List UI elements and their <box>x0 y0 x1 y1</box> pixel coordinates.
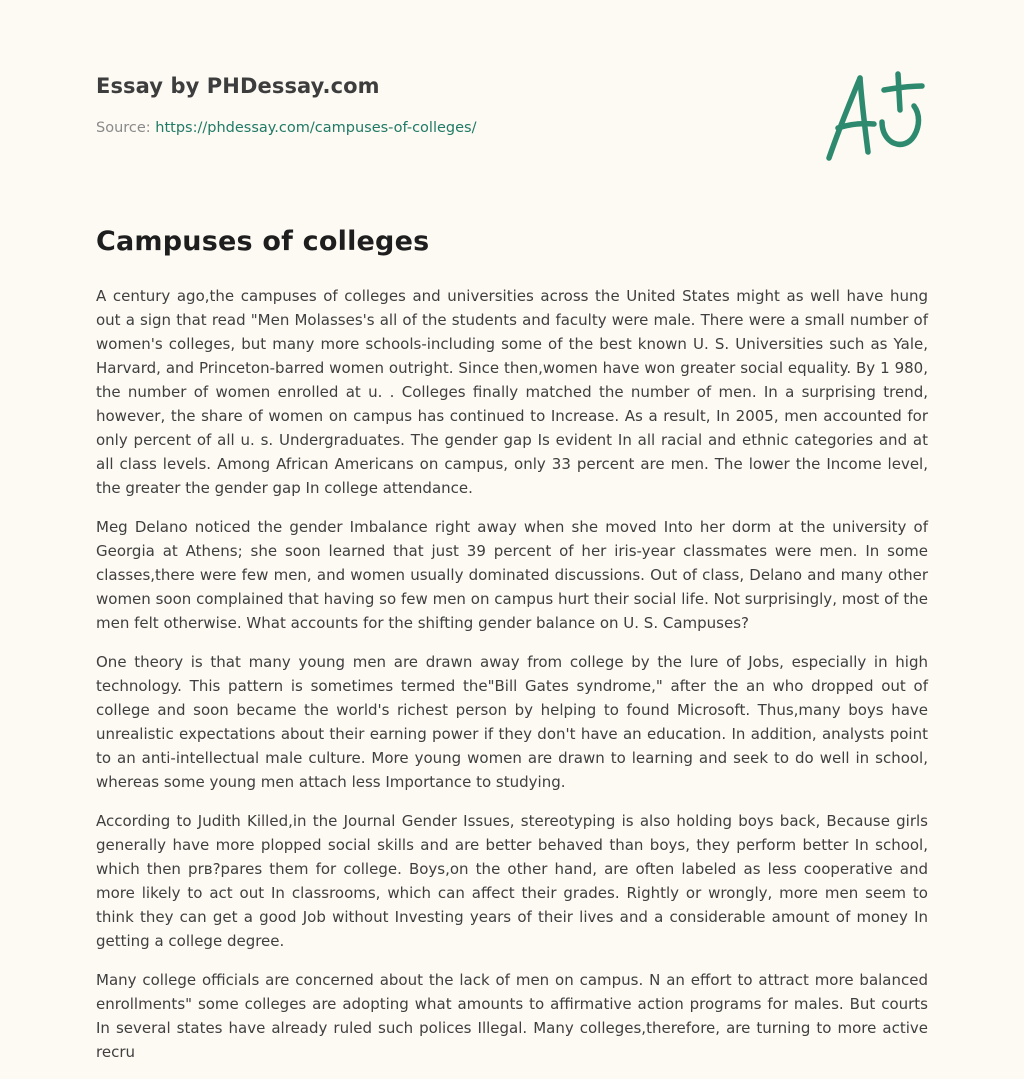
a-plus-grade-icon <box>820 66 930 166</box>
paragraph: Many college officials are concerned about the lack of men on campus. N an effort to attract more balanced enrollments" some colleges are adopting what amounts to affirmative action programs for males. But courts In several states have already ruled such polices Illegal. Many colleges,therefore, are turning to more active recru <box>96 971 928 1061</box>
essay-title: Campuses of colleges <box>96 226 430 257</box>
essay-body <box>96 284 928 1079</box>
page-header <box>96 74 796 136</box>
site-title: Essay by PHDessay.com <box>96 74 380 98</box>
paragraph: One theory is that many young men are drawn away from college by the lure of Jobs, especially in high technology. This pattern is sometimes termed the"Bill Gates syndrome," after the an who dropped out of college and soon became the world's richest person by helping to found Microsoft. Thus,many boys have unrealistic expectations about their earning power if they don't have an education. In addition, analysts point to an anti-intellectual male culture. More young women are drawn to learning and seek to do well in school, whereas some young men attach less Importance to studying. <box>96 653 928 791</box>
source-label: Source: <box>96 120 151 136</box>
paragraph: According to Judith Killed,in the Journal Gender Issues, stereotyping is also holding boys back, Because girls generally have more plopped social skills and are better behaved than boys, they perform better In school, which then prв?pares them for college. Boys,on the other hand, are often labeled as less cooperative and more likely to act out In classrooms, which can affect their grades. Rightly or wrongly, more men seem to think they can get a good Job without Investing years of their lives and a considerable amount of money In getting a college degree. <box>96 812 928 950</box>
paragraph: A century ago,the campuses of colleges and universities across the United States might as well have hung out a sign that read "Men Molasses's all of the students and faculty were male. There were a small number of women's colleges, but many more schools-including some of the best known U. S. Universities such as Yale, Harvard, and Princeton-barred women outright. Since then,women have won greater social equality. By 1 980, the number of women enrolled at u. . Colleges finally matched the number of men. In a surprising trend, however, the share of women on campus has continued to Increase. As a result, In 2005, men accounted for only percent of all u. s. Undergraduates. The gender gap Is evident In all racial and ethnic categories and at all class levels. Among African Americans on campus, only 33 percent are men. The lower the Income level, the greater the gender gap In college attendance. <box>96 287 928 497</box>
source-line <box>96 120 796 136</box>
paragraph: Meg Delano noticed the gender Imbalance right away when she moved Into her dorm at the university of Georgia at Athens; she soon learned that just 39 percent of her iris-year classmates were men. In some classes,there were few men, and women usually dominated discussions. Out of class, Delano and many other women soon complained that having so few men on campus hurt their social life. Not surprisingly, most of the men felt otherwise. What accounts for the shifting gender balance on U. S. Campuses? <box>96 518 928 632</box>
source-link[interactable]: https://phdessay.com/campuses-of-colleges/ <box>155 120 477 136</box>
